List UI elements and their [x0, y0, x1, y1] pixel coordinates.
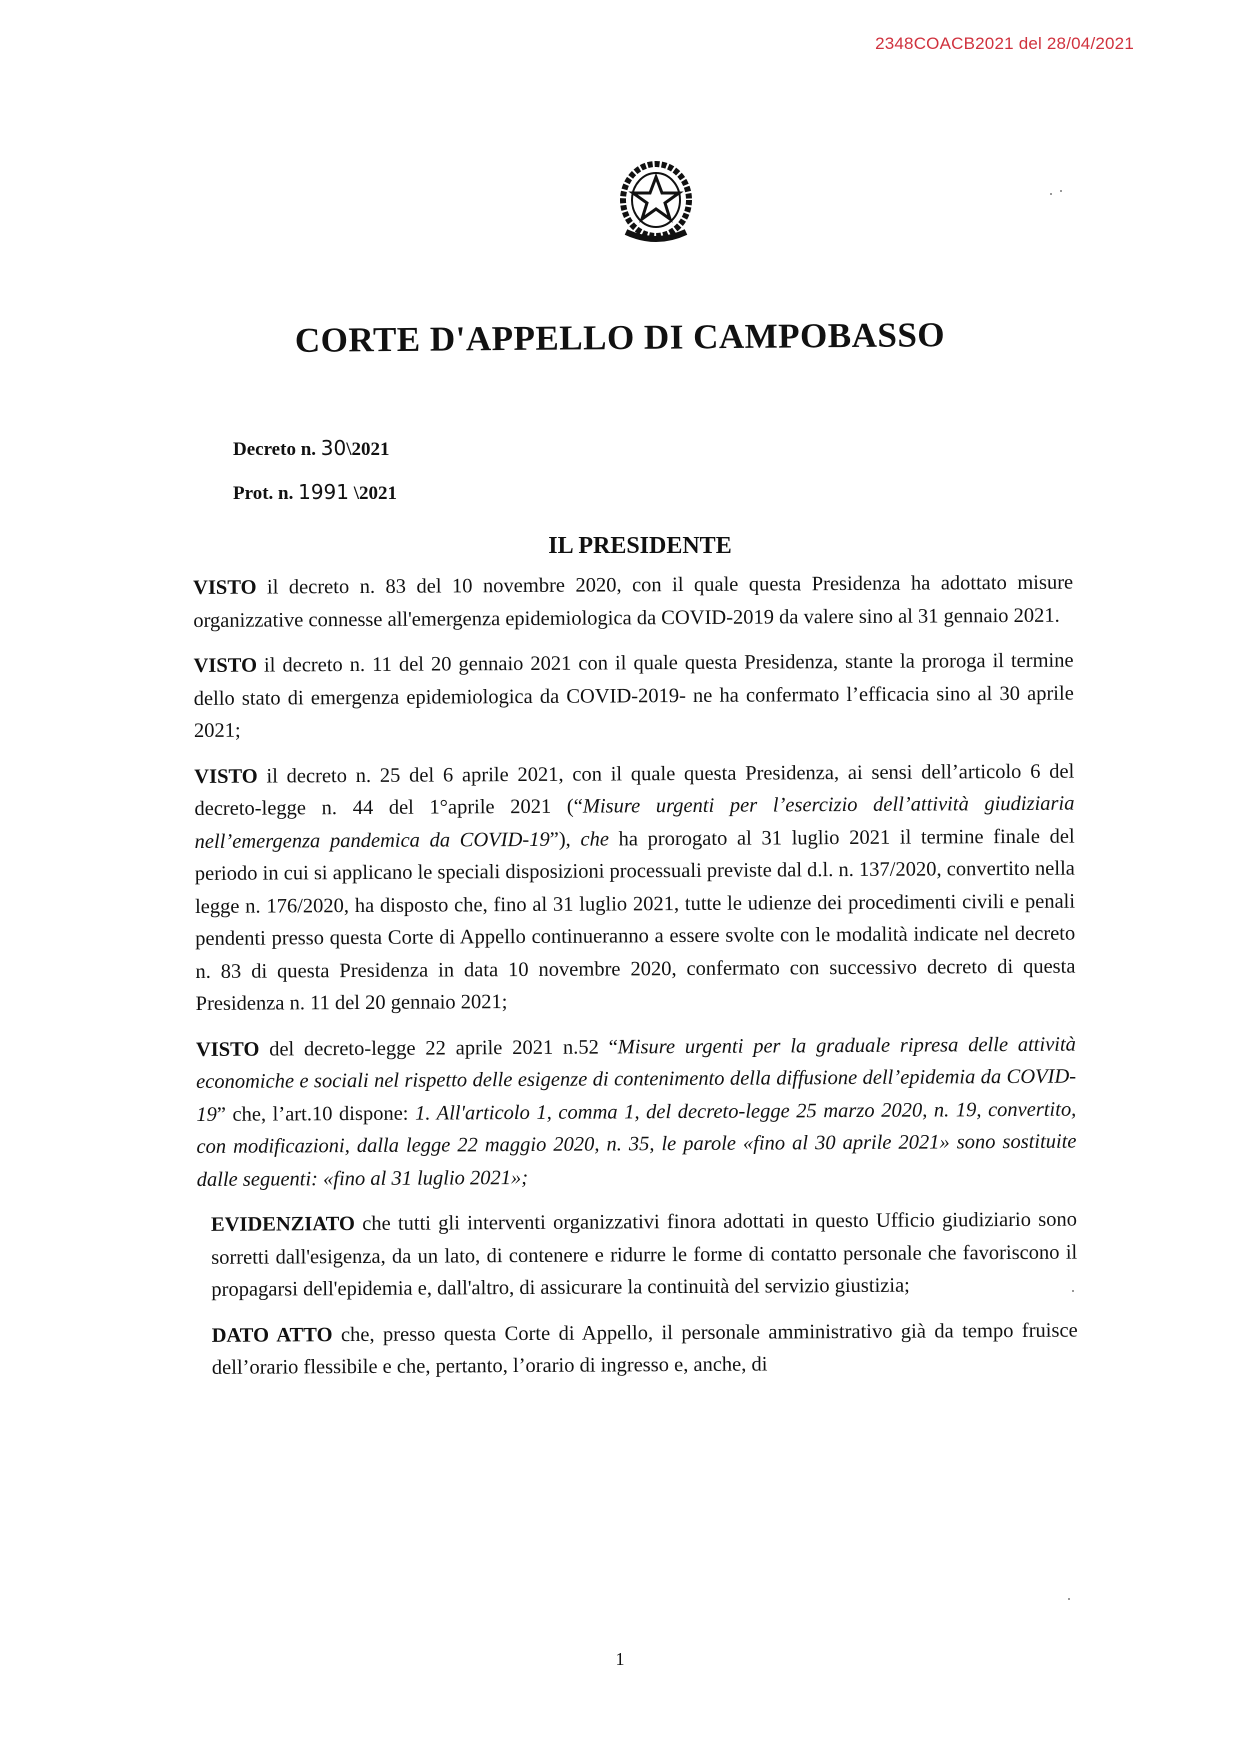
paragraph-text: il decreto n. 83 del 10 novembre 2020, con il quale questa Presidenza ha adottato misure organizzative connesse all'emergenza epidemiologica da COVID-2019 da valere sino al 31 gennaio 2021.: [193, 571, 1074, 632]
paragraph-text: il decreto n. 25 del 6 aprile 2021, con il quale questa Presidenza, ai sensi dell’articolo 6 del decreto-legge n. 44 del 1°aprile 2021 (“: [194, 760, 1075, 820]
paragraph-lead: VISTO: [193, 654, 258, 677]
scan-artifact: [1050, 193, 1052, 195]
paragraph-text: il decreto n. 11 del 20 gennaio 2021 con il quale questa Presidenza, stante la proroga il termine dello stato di emergenza epidemiologica da COVID-2019- ne ha confermato l’efficacia sino al 30 aprile 2021;: [193, 649, 1074, 742]
quoted-text: che: [580, 827, 609, 851]
document-body: [193, 567, 1078, 1398]
scan-artifact: [1060, 190, 1062, 192]
protocol-number: [233, 480, 397, 505]
paragraph-lead: DATO ATTO: [211, 1323, 333, 1347]
paragraph-visto: [193, 567, 1073, 637]
prot-year: \2021: [353, 483, 398, 504]
paragraph-text: che tutti gli interventi organizzativi finora adottati in questo Ufficio giudiziario sono sorretti dall'esigenza, da un lato, di contenere e ridurre le forme di contatto personale che favoriscono il propagarsi dell'epidemia e, dall'altro, di assicurare la continuità del servizio giustizia;: [211, 1208, 1078, 1301]
scan-artifact: [1068, 1598, 1070, 1600]
quoted-text: Misure urgenti per la graduale ripresa delle attività economiche e sociali nel rispetto delle esigenze di contenimento della diffusione dell’epidemia da COVID-19: [196, 1033, 1077, 1126]
page-number: 1: [615, 1649, 625, 1669]
paragraph-evidenziato: [197, 1204, 1078, 1307]
paragraph-text: del decreto-legge 22 aprile 2021 n.52 “: [259, 1035, 618, 1061]
paragraph-text: che, presso questa Corte di Appello, il personale amministrativo già da tempo fruisce dell’orario flessibile e che, pertanto, l’orario di ingresso e, anche, di: [211, 1319, 1078, 1379]
decree-label: Decreto n.: [233, 439, 317, 460]
paragraph-lead: VISTO: [195, 1038, 260, 1061]
prot-number-handwritten: 1991: [298, 480, 349, 504]
paragraph-lead: VISTO: [194, 765, 258, 788]
paragraph-dato-atto: [198, 1314, 1078, 1384]
paragraph-lead: EVIDENZIATO: [210, 1213, 355, 1236]
issuer-heading: IL PRESIDENTE: [548, 533, 732, 559]
quoted-text: 1. All'articolo 1, comma 1, del decreto-legge 25 marzo 2020, n. 19, convertito, con modificazioni, dalla legge 22 maggio 2020, n. 35, le parole «fino al 30 aprile 2021» sono sostituite dalle seguenti: «fino al 31 luglio 2021»;: [196, 1098, 1077, 1191]
paragraph-visto: [196, 1028, 1077, 1196]
paragraph-visto: [194, 755, 1076, 1020]
prot-label: Prot. n.: [233, 483, 294, 504]
paragraph-text: ” che, l’art.10 dispone:: [216, 1102, 416, 1126]
quoted-text: Misure urgenti per l’esercizio dell’attività giudiziaria nell’emergenza pandemica da COVID-19: [194, 792, 1075, 853]
decree-number: [233, 436, 390, 461]
protocol-stamp: 2348COACB2021 del 28/04/2021: [875, 34, 1134, 53]
scan-artifact: [1072, 1290, 1074, 1292]
paragraph-text: ”),: [549, 828, 581, 851]
court-title: CORTE D'APPELLO DI CAMPOBASSO: [294, 315, 946, 360]
paragraph-visto: [193, 645, 1074, 748]
italian-republic-emblem-icon: [618, 160, 694, 246]
decree-year: \2021: [346, 439, 390, 460]
paragraph-lead: VISTO: [193, 576, 257, 599]
decree-number-handwritten: 30: [320, 436, 347, 460]
paragraph-text: ha prorogato al 31 luglio 2021 il termine finale del periodo in cui si applicano le speciali disposizioni processuali previste dal d.l. n. 137/2020, convertito nella legge n. 176/2020, ha disposto che, fino al 31 luglio 2021, tutte le udienze dei procedimenti civili e penali pendenti presso questa Corte di Appello continueranno a essere svolte con le modalità indicate nel decreto n. 83 di questa Presidenza in data 10 novembre 2020, confermato con successivo decreto di questa Presidenza n. 11 del 20 gennaio 2021;: [194, 825, 1076, 1015]
